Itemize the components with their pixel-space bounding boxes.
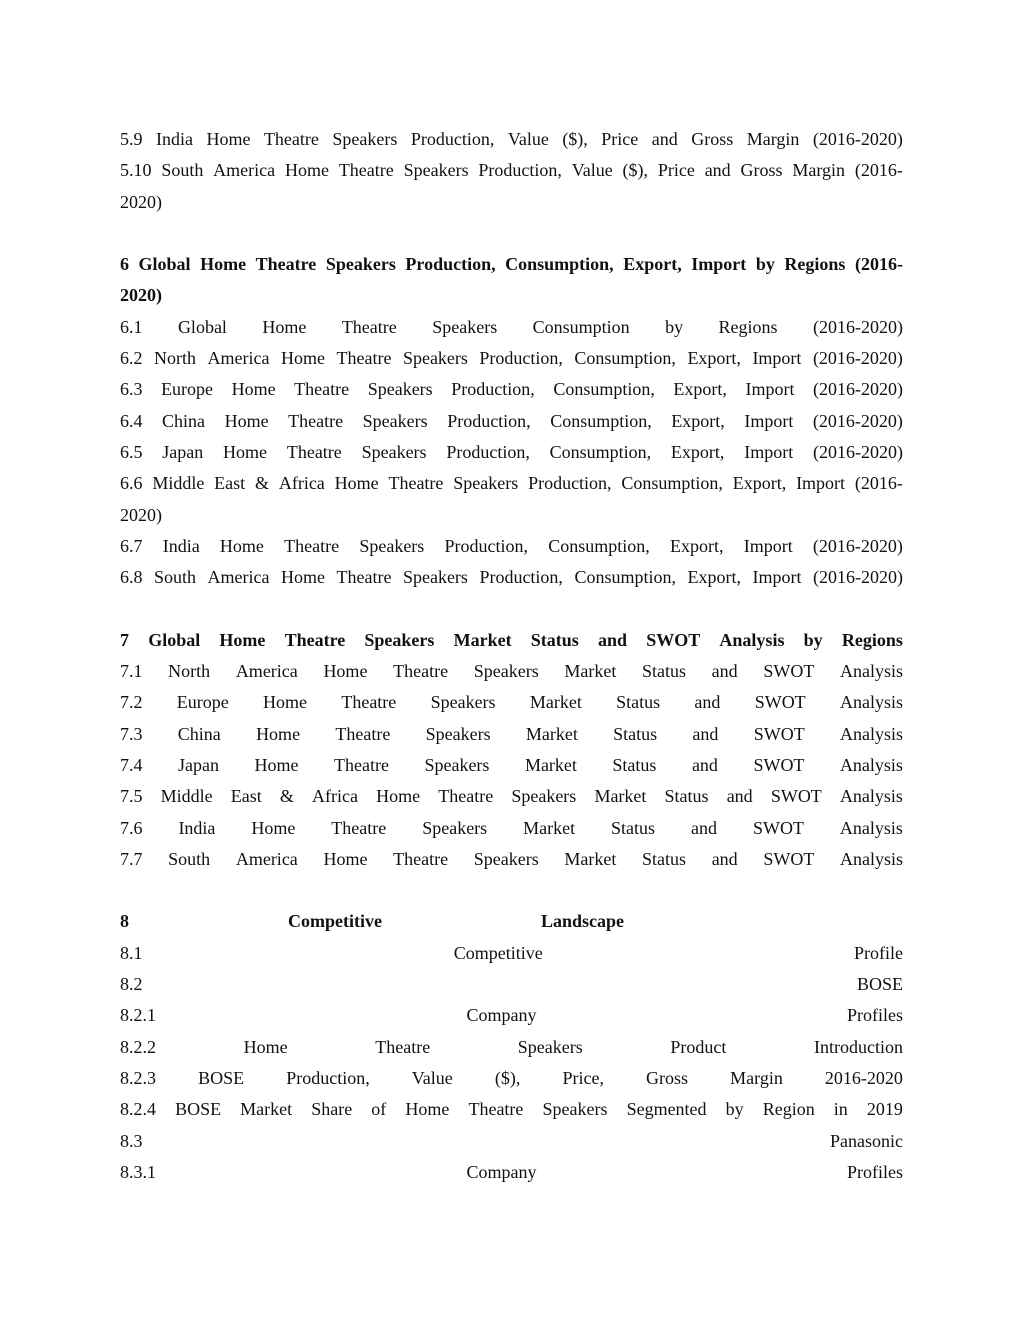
toc-line <box>120 1000 903 1031</box>
word: Gross <box>691 129 734 149</box>
word: Home <box>200 254 247 275</box>
toc-line <box>120 1157 903 1188</box>
word: (2016- <box>854 473 903 494</box>
word: 6.1 <box>120 316 143 337</box>
word: Home <box>280 567 325 588</box>
word: 7.5 <box>120 786 143 807</box>
word: South <box>161 160 204 181</box>
word: Theatre <box>341 316 397 337</box>
word: Home <box>254 754 299 775</box>
word: Middle <box>160 786 213 807</box>
word: Home <box>262 316 307 337</box>
toc-line: 2020) <box>120 191 162 212</box>
word: 8.2.1 <box>120 1005 156 1026</box>
word: Value <box>507 129 549 149</box>
word: 8 <box>120 911 129 932</box>
word: America <box>207 567 270 588</box>
word: Share <box>311 1099 353 1120</box>
word: Home <box>223 441 268 462</box>
word: and <box>726 786 753 807</box>
word: Margin <box>792 160 846 181</box>
word: Theatre <box>341 692 397 713</box>
word: & <box>254 473 269 494</box>
word: Home <box>224 410 269 431</box>
word: Market <box>529 692 582 713</box>
word: Margin <box>746 129 800 149</box>
word: Theatre <box>286 441 342 462</box>
blank-line <box>120 218 903 249</box>
word: and <box>711 661 738 682</box>
section-heading-line <box>120 906 903 937</box>
toc-line <box>120 656 903 687</box>
word: (2016-2020) <box>812 535 903 556</box>
word: Segmented <box>626 1099 707 1120</box>
word: Home <box>263 692 308 713</box>
word: 6.6 <box>120 473 143 494</box>
word: Consumption <box>532 316 630 337</box>
word: Status <box>664 786 709 807</box>
word: Home <box>256 723 301 744</box>
word: Market <box>524 754 577 775</box>
word: Import <box>752 348 802 369</box>
word: Market <box>564 661 617 682</box>
word: (2016-2020) <box>812 316 903 337</box>
word: Company <box>466 1005 537 1026</box>
word: Profile <box>854 942 903 963</box>
word: SWOT <box>752 817 804 838</box>
word: 8.2.3 <box>120 1067 156 1088</box>
word: Theatre <box>331 817 387 838</box>
word: Introduction <box>814 1036 903 1057</box>
word: ($), <box>622 160 649 181</box>
toc-line <box>120 687 903 718</box>
word: Europe <box>176 692 229 713</box>
word: Theatre <box>388 473 444 494</box>
word: BOSE <box>856 974 903 995</box>
word: Theatre <box>284 535 340 556</box>
word: Home <box>323 848 368 869</box>
word: Home <box>251 817 296 838</box>
word: Africa <box>312 786 358 807</box>
toc-line <box>120 312 903 343</box>
word: Product <box>670 1036 727 1057</box>
word: America <box>235 661 298 682</box>
word: Market <box>523 817 576 838</box>
toc-line <box>120 406 903 437</box>
word: Import <box>796 473 846 494</box>
toc-line <box>120 781 903 812</box>
word: ($), <box>494 1067 521 1088</box>
toc-line: 2020) <box>120 504 162 525</box>
word: SWOT <box>646 629 701 650</box>
word: Speakers <box>432 316 498 337</box>
word: Theatre <box>393 848 449 869</box>
toc-line <box>120 1094 903 1125</box>
word: Speakers <box>332 129 398 149</box>
word: (2016-2020) <box>813 379 903 400</box>
word: Production, <box>479 348 563 369</box>
word: Consumption, <box>548 535 650 556</box>
word: Home <box>405 1099 450 1120</box>
word: (2016-2020) <box>812 441 903 462</box>
word: Company <box>466 1161 537 1182</box>
word: Export, <box>669 535 724 556</box>
word: Consumption, <box>574 348 676 369</box>
word: 6.4 <box>120 410 143 431</box>
word: 6.3 <box>120 379 143 400</box>
word: North <box>154 348 196 369</box>
word: Market <box>564 848 617 869</box>
toc-line <box>120 969 903 1000</box>
word: 5.9 <box>120 129 143 149</box>
word: BOSE <box>198 1067 245 1088</box>
word: Europe <box>161 379 214 400</box>
word: Production, <box>446 441 530 462</box>
word: Landscape <box>540 911 624 932</box>
word: Price, <box>562 1067 604 1088</box>
word: Production, <box>478 160 562 181</box>
word: Home <box>243 1036 288 1057</box>
word: East <box>214 473 246 494</box>
word: Theatre <box>336 567 392 588</box>
word: 8.3.1 <box>120 1161 156 1182</box>
word: 8.2.2 <box>120 1036 156 1057</box>
word: Regions <box>841 629 903 650</box>
word: (2016-2020) <box>812 348 903 369</box>
word: Global <box>148 629 201 650</box>
word: Status <box>612 754 657 775</box>
toc-line <box>120 719 903 750</box>
word: Global <box>138 254 191 275</box>
word: 7.4 <box>120 754 143 775</box>
word: Price <box>601 129 639 149</box>
word: 5.10 <box>120 160 152 181</box>
word: Theatre <box>294 379 350 400</box>
word: 8.2.4 <box>120 1099 156 1120</box>
word: Theatre <box>375 1036 431 1057</box>
toc-line <box>120 343 903 374</box>
word: by <box>755 254 775 275</box>
word: and <box>704 160 731 181</box>
word: Japan <box>162 441 204 462</box>
word: Import <box>744 441 794 462</box>
word: India <box>162 535 200 556</box>
word: and <box>651 129 678 149</box>
word: 7 <box>120 629 129 650</box>
word: Market <box>525 723 578 744</box>
word: Theatre <box>468 1099 524 1120</box>
word: in <box>833 1099 848 1120</box>
word: of <box>371 1099 387 1120</box>
word: Status <box>613 723 658 744</box>
word: Import <box>752 567 802 588</box>
word: Production, <box>286 1067 370 1088</box>
word: & <box>279 786 294 807</box>
word: Regions <box>784 254 846 275</box>
section-heading-line: 2020) <box>120 285 162 306</box>
word: 6 <box>120 254 129 275</box>
word: Export, <box>687 348 741 369</box>
word: East <box>230 786 262 807</box>
toc-line <box>120 437 903 468</box>
word: Theatre <box>333 754 389 775</box>
word: Profiles <box>847 1005 903 1026</box>
word: Analysis <box>839 723 903 744</box>
word: (2016-2020) <box>812 567 903 588</box>
word: Consumption, <box>550 410 652 431</box>
word: Import <box>691 254 747 275</box>
word: Home <box>231 379 276 400</box>
word: India <box>155 129 193 149</box>
word: Speakers <box>511 786 577 807</box>
word: Speakers <box>367 379 433 400</box>
word: 8.2 <box>120 974 143 995</box>
word: Import <box>743 535 793 556</box>
word: Speakers <box>517 1036 583 1057</box>
word: Speakers <box>542 1099 608 1120</box>
word: China <box>162 410 206 431</box>
word: Speakers <box>473 848 539 869</box>
word: Theatre <box>255 254 317 275</box>
toc-line <box>120 1126 903 1157</box>
word: Speakers <box>361 441 427 462</box>
word: Speakers <box>402 348 468 369</box>
word: Home <box>206 129 251 149</box>
word: Analysis <box>839 786 903 807</box>
word: Analysis <box>839 754 903 775</box>
section-heading-line <box>120 249 903 280</box>
toc-line <box>120 124 903 155</box>
word: SWOT <box>754 692 806 713</box>
word: 2019 <box>866 1099 903 1120</box>
word: Profiles <box>847 1161 903 1182</box>
document-page <box>120 124 903 1188</box>
word: South <box>168 848 211 869</box>
word: Consumption, <box>549 441 652 462</box>
word: Speakers <box>453 473 519 494</box>
word: Home <box>323 661 368 682</box>
word: Japan <box>178 754 219 775</box>
word: 7.3 <box>120 723 143 744</box>
word: Production, <box>410 129 495 149</box>
word: Market <box>453 629 512 650</box>
word: South <box>154 567 197 588</box>
word: Home <box>280 348 325 369</box>
word: Competitive <box>287 911 382 932</box>
word: India <box>178 817 216 838</box>
toc-line <box>120 750 903 781</box>
word: 6.5 <box>120 441 143 462</box>
word: Status <box>530 629 579 650</box>
word: ($), <box>562 129 588 149</box>
word: Theatre <box>263 129 319 149</box>
word: 6.8 <box>120 567 143 588</box>
word: Consumption, <box>505 254 614 275</box>
word: Analysis <box>839 661 903 682</box>
word: Production, <box>447 410 531 431</box>
word: Analysis <box>719 629 785 650</box>
word: and <box>692 723 719 744</box>
word: Home <box>284 160 329 181</box>
word: Production, <box>451 379 535 400</box>
word: 7.6 <box>120 817 143 838</box>
word: Speakers <box>430 692 496 713</box>
word: Theatre <box>438 786 494 807</box>
word: Import <box>744 410 794 431</box>
word: SWOT <box>763 661 815 682</box>
word: Export, <box>673 379 727 400</box>
word: Export, <box>670 441 725 462</box>
word: Export, <box>623 254 682 275</box>
word: 7.7 <box>120 848 143 869</box>
word: 8.1 <box>120 942 143 963</box>
word: Home <box>219 629 266 650</box>
word: China <box>177 723 221 744</box>
word: and <box>597 629 628 650</box>
toc-line <box>120 938 903 969</box>
word: Speakers <box>359 535 425 556</box>
word: SWOT <box>753 754 805 775</box>
word: Market <box>594 786 647 807</box>
word: Africa <box>278 473 325 494</box>
word: Import <box>745 379 795 400</box>
toc-line <box>120 813 903 844</box>
toc-line <box>120 562 903 593</box>
word: Production, <box>479 567 563 588</box>
word: Consumption, <box>621 473 723 494</box>
word: 7.1 <box>120 661 143 682</box>
blank-line <box>120 593 903 624</box>
word: (2016- <box>854 254 903 275</box>
word: SWOT <box>770 786 822 807</box>
word: Speakers <box>402 567 468 588</box>
word <box>783 906 903 937</box>
word: Consumption, <box>553 379 655 400</box>
word: Analysis <box>839 817 903 838</box>
word: America <box>235 848 298 869</box>
word: Production, <box>528 473 612 494</box>
word: 6.7 <box>120 535 143 556</box>
word: North <box>168 661 211 682</box>
toc-line <box>120 468 903 499</box>
word: Status <box>616 692 661 713</box>
word: Theatre <box>284 629 346 650</box>
word: SWOT <box>763 848 815 869</box>
word: Panasonic <box>830 1130 903 1151</box>
word: Home <box>376 786 421 807</box>
word: Production, <box>444 535 529 556</box>
word: and <box>711 848 738 869</box>
word: (2016- <box>854 160 903 181</box>
word: 8.3 <box>120 1130 143 1151</box>
toc-line <box>120 374 903 405</box>
word: Value <box>411 1067 453 1088</box>
word: by <box>665 316 684 337</box>
word: (2016-2020) <box>812 410 903 431</box>
word: Price <box>657 160 695 181</box>
word: Analysis <box>839 692 903 713</box>
word: Home <box>334 473 379 494</box>
word: Value <box>571 160 613 181</box>
blank-line <box>120 875 903 906</box>
word: America <box>207 348 270 369</box>
toc-line <box>120 531 903 562</box>
word: Competitive <box>453 942 543 963</box>
word: Gross <box>646 1067 689 1088</box>
word: Market <box>240 1099 293 1120</box>
word: (2016-2020) <box>812 129 903 149</box>
word: Status <box>611 817 656 838</box>
word: Region <box>762 1099 815 1120</box>
word: Status <box>642 661 687 682</box>
word: Export, <box>732 473 787 494</box>
word: by <box>803 629 823 650</box>
word: Speakers <box>362 410 428 431</box>
word: Regions <box>718 316 778 337</box>
word: Speakers <box>364 629 435 650</box>
word: Speakers <box>325 254 396 275</box>
word: Speakers <box>473 661 539 682</box>
word: Margin <box>730 1067 783 1088</box>
word: Export, <box>671 410 725 431</box>
word: BOSE <box>175 1099 222 1120</box>
word: Theatre <box>335 723 391 744</box>
word: Theatre <box>288 410 344 431</box>
word: and <box>691 817 717 838</box>
word: Theatre <box>338 160 394 181</box>
word: Theatre <box>336 348 392 369</box>
word: Production, <box>405 254 496 275</box>
word: 7.2 <box>120 692 143 713</box>
word: and <box>691 754 718 775</box>
word: Home <box>219 535 264 556</box>
toc-line <box>120 155 903 186</box>
toc-line <box>120 1032 903 1063</box>
word: Theatre <box>393 661 449 682</box>
word: Speakers <box>403 160 469 181</box>
word: and <box>694 692 721 713</box>
word: Speakers <box>424 754 490 775</box>
toc-line <box>120 1063 903 1094</box>
word: Consumption, <box>574 567 676 588</box>
word: Export, <box>687 567 741 588</box>
word: Speakers <box>425 723 491 744</box>
word: SWOT <box>753 723 805 744</box>
word: 2016-2020 <box>824 1067 903 1088</box>
word: Global <box>177 316 227 337</box>
section-heading-line <box>120 625 903 656</box>
word: Speakers <box>422 817 488 838</box>
word: Gross <box>740 160 783 181</box>
word: 6.2 <box>120 348 143 369</box>
toc-line <box>120 844 903 875</box>
word: Middle <box>152 473 205 494</box>
word: by <box>725 1099 744 1120</box>
word: Status <box>642 848 687 869</box>
word: Analysis <box>840 848 903 869</box>
word: America <box>213 160 276 181</box>
